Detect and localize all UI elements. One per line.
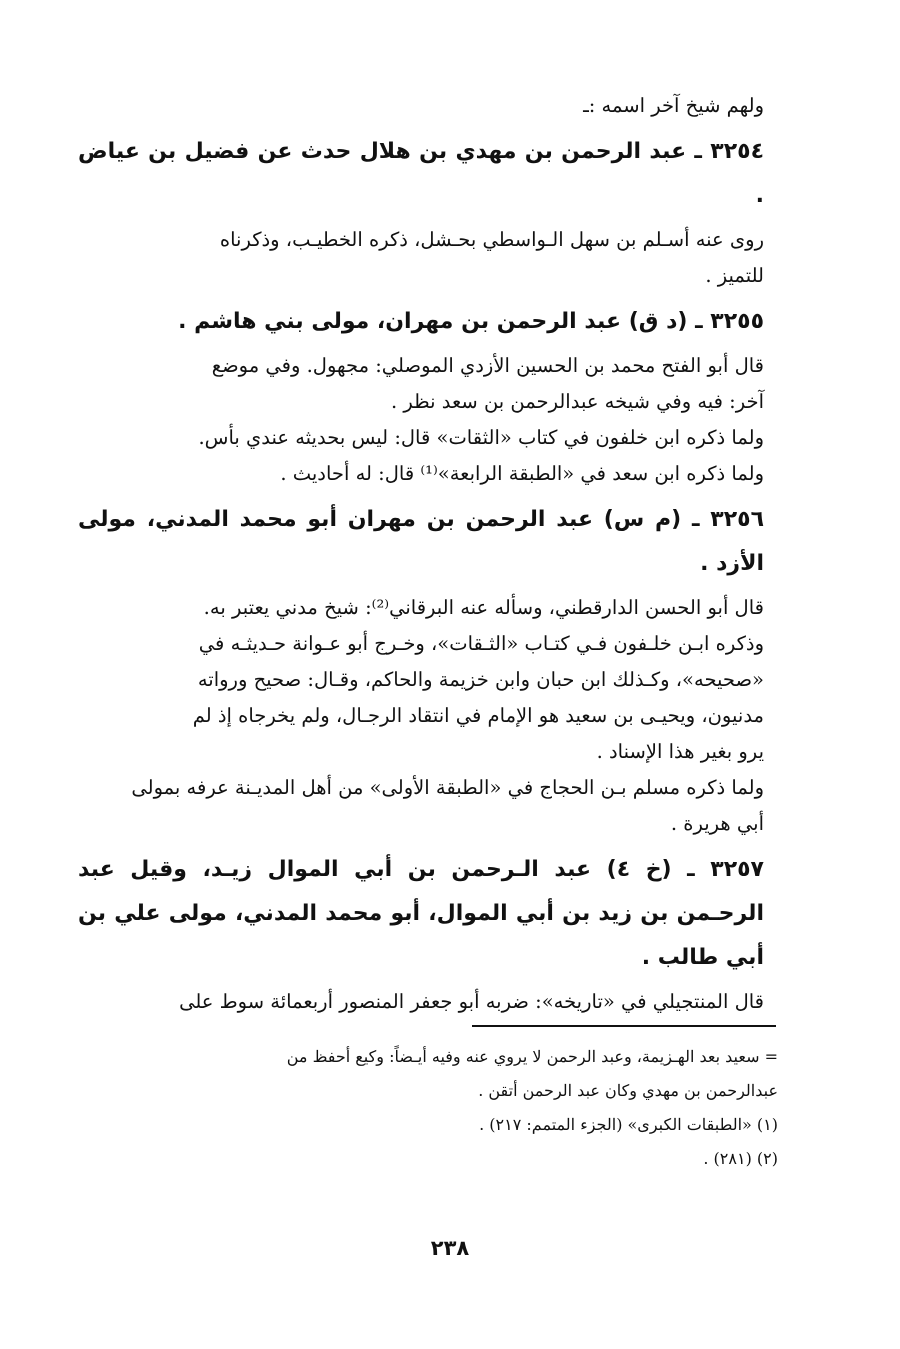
entry-text bbox=[78, 590, 764, 842]
entry-heading: ٣٢٥٧ ـ (خ ٤) عبد الـرحمن بن أبي الموال زيـد، وقيل عبد الرحـمن بن زيد بن أبي الموال، أبو محمد المدني، مولى علي بن أبي طالب . bbox=[78, 857, 764, 970]
text-line: قال المنتجيلي في «تاريخه»: ضربه أبو جعفر المنصور أربعمائة سوط على bbox=[179, 990, 764, 1013]
text-line: للتميز . bbox=[705, 264, 764, 287]
footnote-divider bbox=[472, 1025, 776, 1027]
entry-3254 bbox=[78, 130, 764, 294]
entry-text bbox=[78, 984, 764, 1020]
entry-heading: ٣٢٥٤ ـ عبد الرحمن بن مهدي بن هلال حدث عن فضيل بن عياض . bbox=[78, 139, 764, 208]
page-number: ٢٣٨ bbox=[430, 1236, 470, 1260]
footnotes bbox=[78, 1040, 778, 1176]
text-line: أبي هريرة . bbox=[670, 812, 764, 835]
text-line: روى عنه أسـلم بن سهل الـواسطي بحـشل، ذكره الخطيـب، وذكرناه bbox=[219, 228, 764, 251]
footnote-line: = سعيد بعد الهـزيمة، وعبد الرحمن لا يروي عنه وفيه أيـضاً: وكيع أحفظ من bbox=[286, 1047, 778, 1066]
text-line: آخر: فيه وفي شيخه عبدالرحمن بن سعد نظر . bbox=[391, 390, 764, 413]
text-line: قال أبو الفتح محمد بن الحسين الأزدي الموصلي: مجهول. وفي موضع bbox=[211, 354, 764, 377]
entry-heading: ٣٢٥٦ ـ (م س) عبد الرحمن بن مهران أبو محمد المدني، مولى الأزد . bbox=[78, 507, 764, 576]
entry-text bbox=[78, 348, 764, 492]
text-line: ولما ذكره ابن سعد في «الطبقة الرابعة»⁽¹⁾ قال: له أحاديث . bbox=[280, 462, 764, 485]
text-line: «صحيحه»، وكـذلك ابن حبان وابن خزيمة والحاكم، وقـال: صحيح ورواته bbox=[197, 668, 764, 691]
entry-3257 bbox=[78, 848, 764, 1020]
entry-3256 bbox=[78, 498, 764, 842]
text-line: وذكره ابـن خلـفون فـي كتـاب «الثـقات»، وخـرج أبو عـوانة حـديثـه في bbox=[198, 632, 764, 655]
footnote-1: (١) «الطبقات الكبرى» (الجزء المتمم: ٢١٧) . bbox=[479, 1115, 778, 1134]
entry-heading: ٣٢٥٥ ـ (د ق) عبد الرحمن بن مهران، مولى بني هاشم . bbox=[178, 309, 764, 334]
intro-line: ولهم شيخ آخر اسمه :ـ bbox=[583, 94, 764, 117]
page-body bbox=[78, 88, 764, 1020]
text-line: قال أبو الحسن الدارقطني، وسأله عنه البرقاني⁽²⁾: شيخ مدني يعتبر به. bbox=[203, 596, 764, 619]
entry-3255 bbox=[78, 300, 764, 492]
footnote-2: (٢) (٢٨١) . bbox=[703, 1149, 778, 1168]
text-line: يرو بغير هذا الإسناد . bbox=[596, 740, 764, 763]
entry-text bbox=[78, 222, 764, 294]
footnote-line: عبدالرحمن بن مهدي وكان عبد الرحمن أتقن . bbox=[478, 1081, 778, 1100]
text-line: ولما ذكره ابن خلفون في كتاب «الثقات» قال: ليس بحديثه عندي بأس. bbox=[198, 426, 764, 449]
text-line: مدنيون، ويحيـى بن سعيد هو الإمام في انتقاد الرجـال، ولم يخرجاه إذ لم bbox=[192, 704, 764, 727]
text-line: ولما ذكره مسلم بـن الحجاج في «الطبقة الأولى» من أهل المديـنة عرفه بمولى bbox=[131, 776, 764, 799]
